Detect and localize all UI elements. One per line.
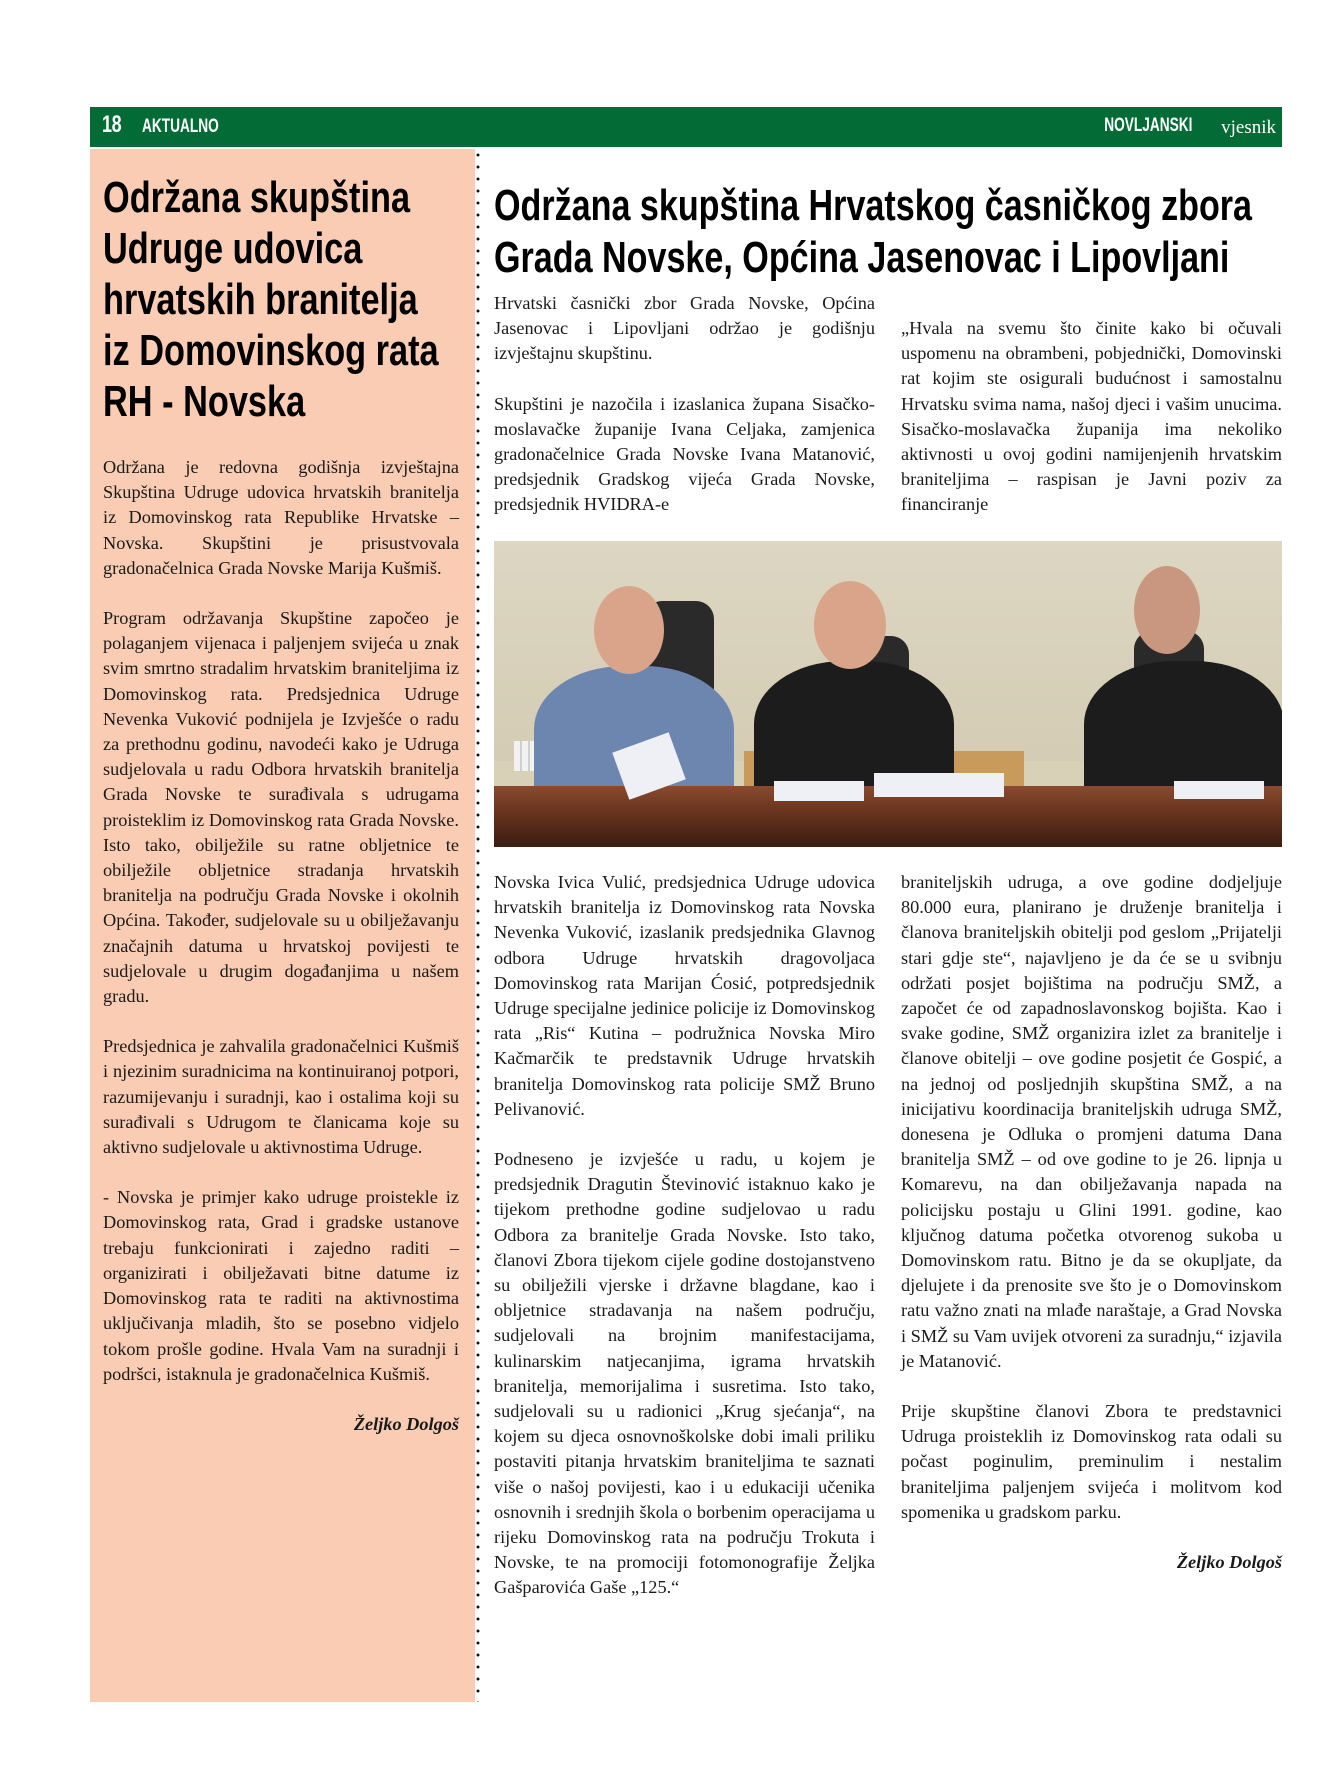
paragraph: - Novska je primjer kako udruge proistekle iz Domovinskog rata, Grad i gradske ustanove trebaju funkcionirati i zajedno raditi – organizirati i obilježavati bitne datume iz Domovinskog rata te raditi na aktivnostima uključivanja mladih, što se posebno vidjelo tokom prošle godine. Hvala Vam na suradnji i podršci, istaknula je gradonačelnica Kušmiš. <box>103 1187 459 1384</box>
sidebar-article-body <box>103 455 459 1437</box>
paragraph: braniteljskih udruga, a ove godine dodjeljuje 80.000 eura, planirano je druženje branitelja i članova braniteljskih obitelji pod geslom „Prijatelji stari gdje ste“, najavljeno je da će se u svibnju održati posjet bojištima na području SMŽ, a započet će od zapadnoslavonskog bojišta. Kao i svake godine, SMŽ organizira izlet za branitelje i članove obitelji – ove godine posjetit će Gospić, a na jednoj od posljednjih skupština SMŽ, a na inicijativu koordinacija braniteljskih udruga SMŽ, donesena je Odluka o promjeni datuma Dana branitelja SMŽ – od ove godine to je 26. lipnja u Komarevu, na dan obilježavanja napada na policijsku postaju u Glini 1991. godine, kao ključnog datuma početka otvorenog sukoba u Domovinskom ratu. Bitno je da se okupljate, da djelujete i da prenosite sve što je o Domovinskom ratu važno znati na mlađe naraštaje, a Grad Novska i SMŽ su Vam uvijek otvoreni za suradnju,“ izjavila je Matanović. <box>901 872 1282 1371</box>
main-article-column-right-bottom <box>901 870 1282 1575</box>
article-photo <box>494 541 1282 847</box>
main-article-title <box>494 180 1253 284</box>
publication-name: NOVLJANSKI <box>1103 115 1192 136</box>
main-article-column-right-top <box>901 316 1282 516</box>
paragraph: „Hvala na svemu što činite kako bi očuvali uspomenu na obrambeni, pobjednički, Domovinski rat kojim ste osigurali budućnost i samostalnu Hrvatsku svima nama, našoj djeci i vašim unucima. Sisačko-moslavačka županija ima nekoliko aktivnosti u ovoj godini namijenjenih hrvatskim braniteljima – raspisan je Javni poziv za financiranje <box>901 318 1282 515</box>
title-line: Grada Novske, Općina Jasenovac i Lipovljani <box>494 233 1230 282</box>
title-line: RH - Novska <box>103 377 306 426</box>
title-line: hrvatskih branitelja <box>103 275 418 324</box>
title-line: Udruge udovica <box>103 224 363 273</box>
page-header-bar <box>90 107 1282 147</box>
page-number: 18 <box>102 111 122 138</box>
title-line: Održana skupština <box>103 173 411 222</box>
column-divider-dotted <box>476 149 480 1702</box>
publication-subname: vjesnik <box>1221 117 1276 138</box>
paragraph: Hrvatski časnički zbor Grada Novske, Općina Jasenovac i Lipovljani održao je godišnju izvještajnu skupštinu. <box>494 293 875 364</box>
sidebar-article-title <box>103 172 439 427</box>
main-article-column-left-bottom <box>494 870 875 1626</box>
paragraph: Prije skupštine članovi Zbora te predstavnici Udruga proisteklih iz Domovinskog rata odali su počast poginulim, preminulim i nestalim braniteljima paljenjem svijeća i molitvom kod spomenika u gradskom parku. <box>901 1401 1282 1522</box>
title-line: Održana skupština Hrvatskog časničkog zbora <box>494 181 1253 230</box>
sidebar-byline: Željko Dolgoš <box>353 1413 459 1434</box>
paragraph: Održana je redovna godišnja izvještajna Skupština Udruge udovica hrvatskih branitelja iz Domovinskog rata Republike Hrvatske – Novska. Skupštini je prisustvovala gradonačelnica Grada Novske Marija Kušmiš. <box>103 457 459 578</box>
paragraph: Program održavanja Skupštine započeo je polaganjem vijenaca i paljenjem svijeća u znak svim smrtno stradalim hrvatskim braniteljima iz Domovinskog rata. Predsjednica Udruge Nevenka Vuković podnijela je Izvješće o radu za prethodnu godinu, navodeći kako je Udruga sudjelovala u radu Odbora hrvatskih branitelja Grada Novske te surađivala s udrugama proisteklim iz Domovinskog rata Grada Novske. Isto tako, obilježile su ratne obljetnice te obilježile obljetnice stradanja hrvatskih branitelja na području Grada Novske i okolnih Općina. Također, sudjelovale su u obilježavanju značajnih datuma u hrvatskoj povijesti te sudjelovale u drugim događanjima u našem gradu. <box>103 608 459 1007</box>
main-article-byline: Željko Dolgoš <box>1176 1552 1282 1573</box>
paragraph: Skupštini je nazočila i izaslanica župana Sisačko-moslavačke županije Ivana Celjaka, zamjenica gradonačelnice Grada Novske Ivana Matanović, predsjednik Gradskog vijeća Grada Novske, predsjednik HVIDRA-e <box>494 393 875 515</box>
paragraph: Novska Ivica Vulić, predsjednica Udruge udovica hrvatskih branitelja iz Domovinskog rata Novska Nevenka Vuković, izaslanik predsjednika Glavnog odbora Udruge hrvatskih dragovoljaca Domovinskog rata Marijan Ćosić, potpredsjednik Udruge specijalne jedinice policije iz Domovinskog rata „Ris“ Kutina – podružnica Novska Miro Kačmarčik te predstavnik Udruge hrvatskih branitelja Domovinskog rata policije SMŽ Bruno Pelivanović. <box>494 872 875 1119</box>
title-line: iz Domovinskog rata <box>103 326 439 375</box>
paragraph: Predsjednica je zahvalila gradonačelnici Kušmiš i njezinim suradnicima na kontinuiranoj potpori, razumijevanju i suradnji, kao i ostalima koji su surađivali s Udrugom te članicama koje su aktivno sudjelovale u aktivnostima Udruge. <box>103 1036 459 1158</box>
paragraph: Podneseno je izvješće u radu, u kojem je predsjednik Dragutin Števinović istaknuo kako je tijekom prethodne godine sudjelovao u radu Odbora za branitelje Grada Novske. Isto tako, članovi Zbora tijekom cijele godine dostojanstveno su obilježili vjerske i državne blagdane, kao i obljetnice stradavanja na našem području, sudjelovali na brojnim manifestacijama, kulinarskim natjecanjima, igrama hrvatskih branitelja, memorijalima i susretima. Isto tako, sudjelovali su u radionici „Krug sjećanja“, na kojem su djeca osnovnoškolske dobi imali priliku postaviti pitanja hrvatskim braniteljima te saznati više o našoj povijesti, kao i u edukaciji učenika osnovnih i srednjih škola o borbenim operacijama u rijeku Domovinskog rata na području Trokuta i Novske, te na promociji fotomonografije Željka Gašparovića Gaše „125.“ <box>494 1149 875 1598</box>
section-label: AKTUALNO <box>142 116 219 137</box>
main-article-column-left-top <box>494 291 875 516</box>
